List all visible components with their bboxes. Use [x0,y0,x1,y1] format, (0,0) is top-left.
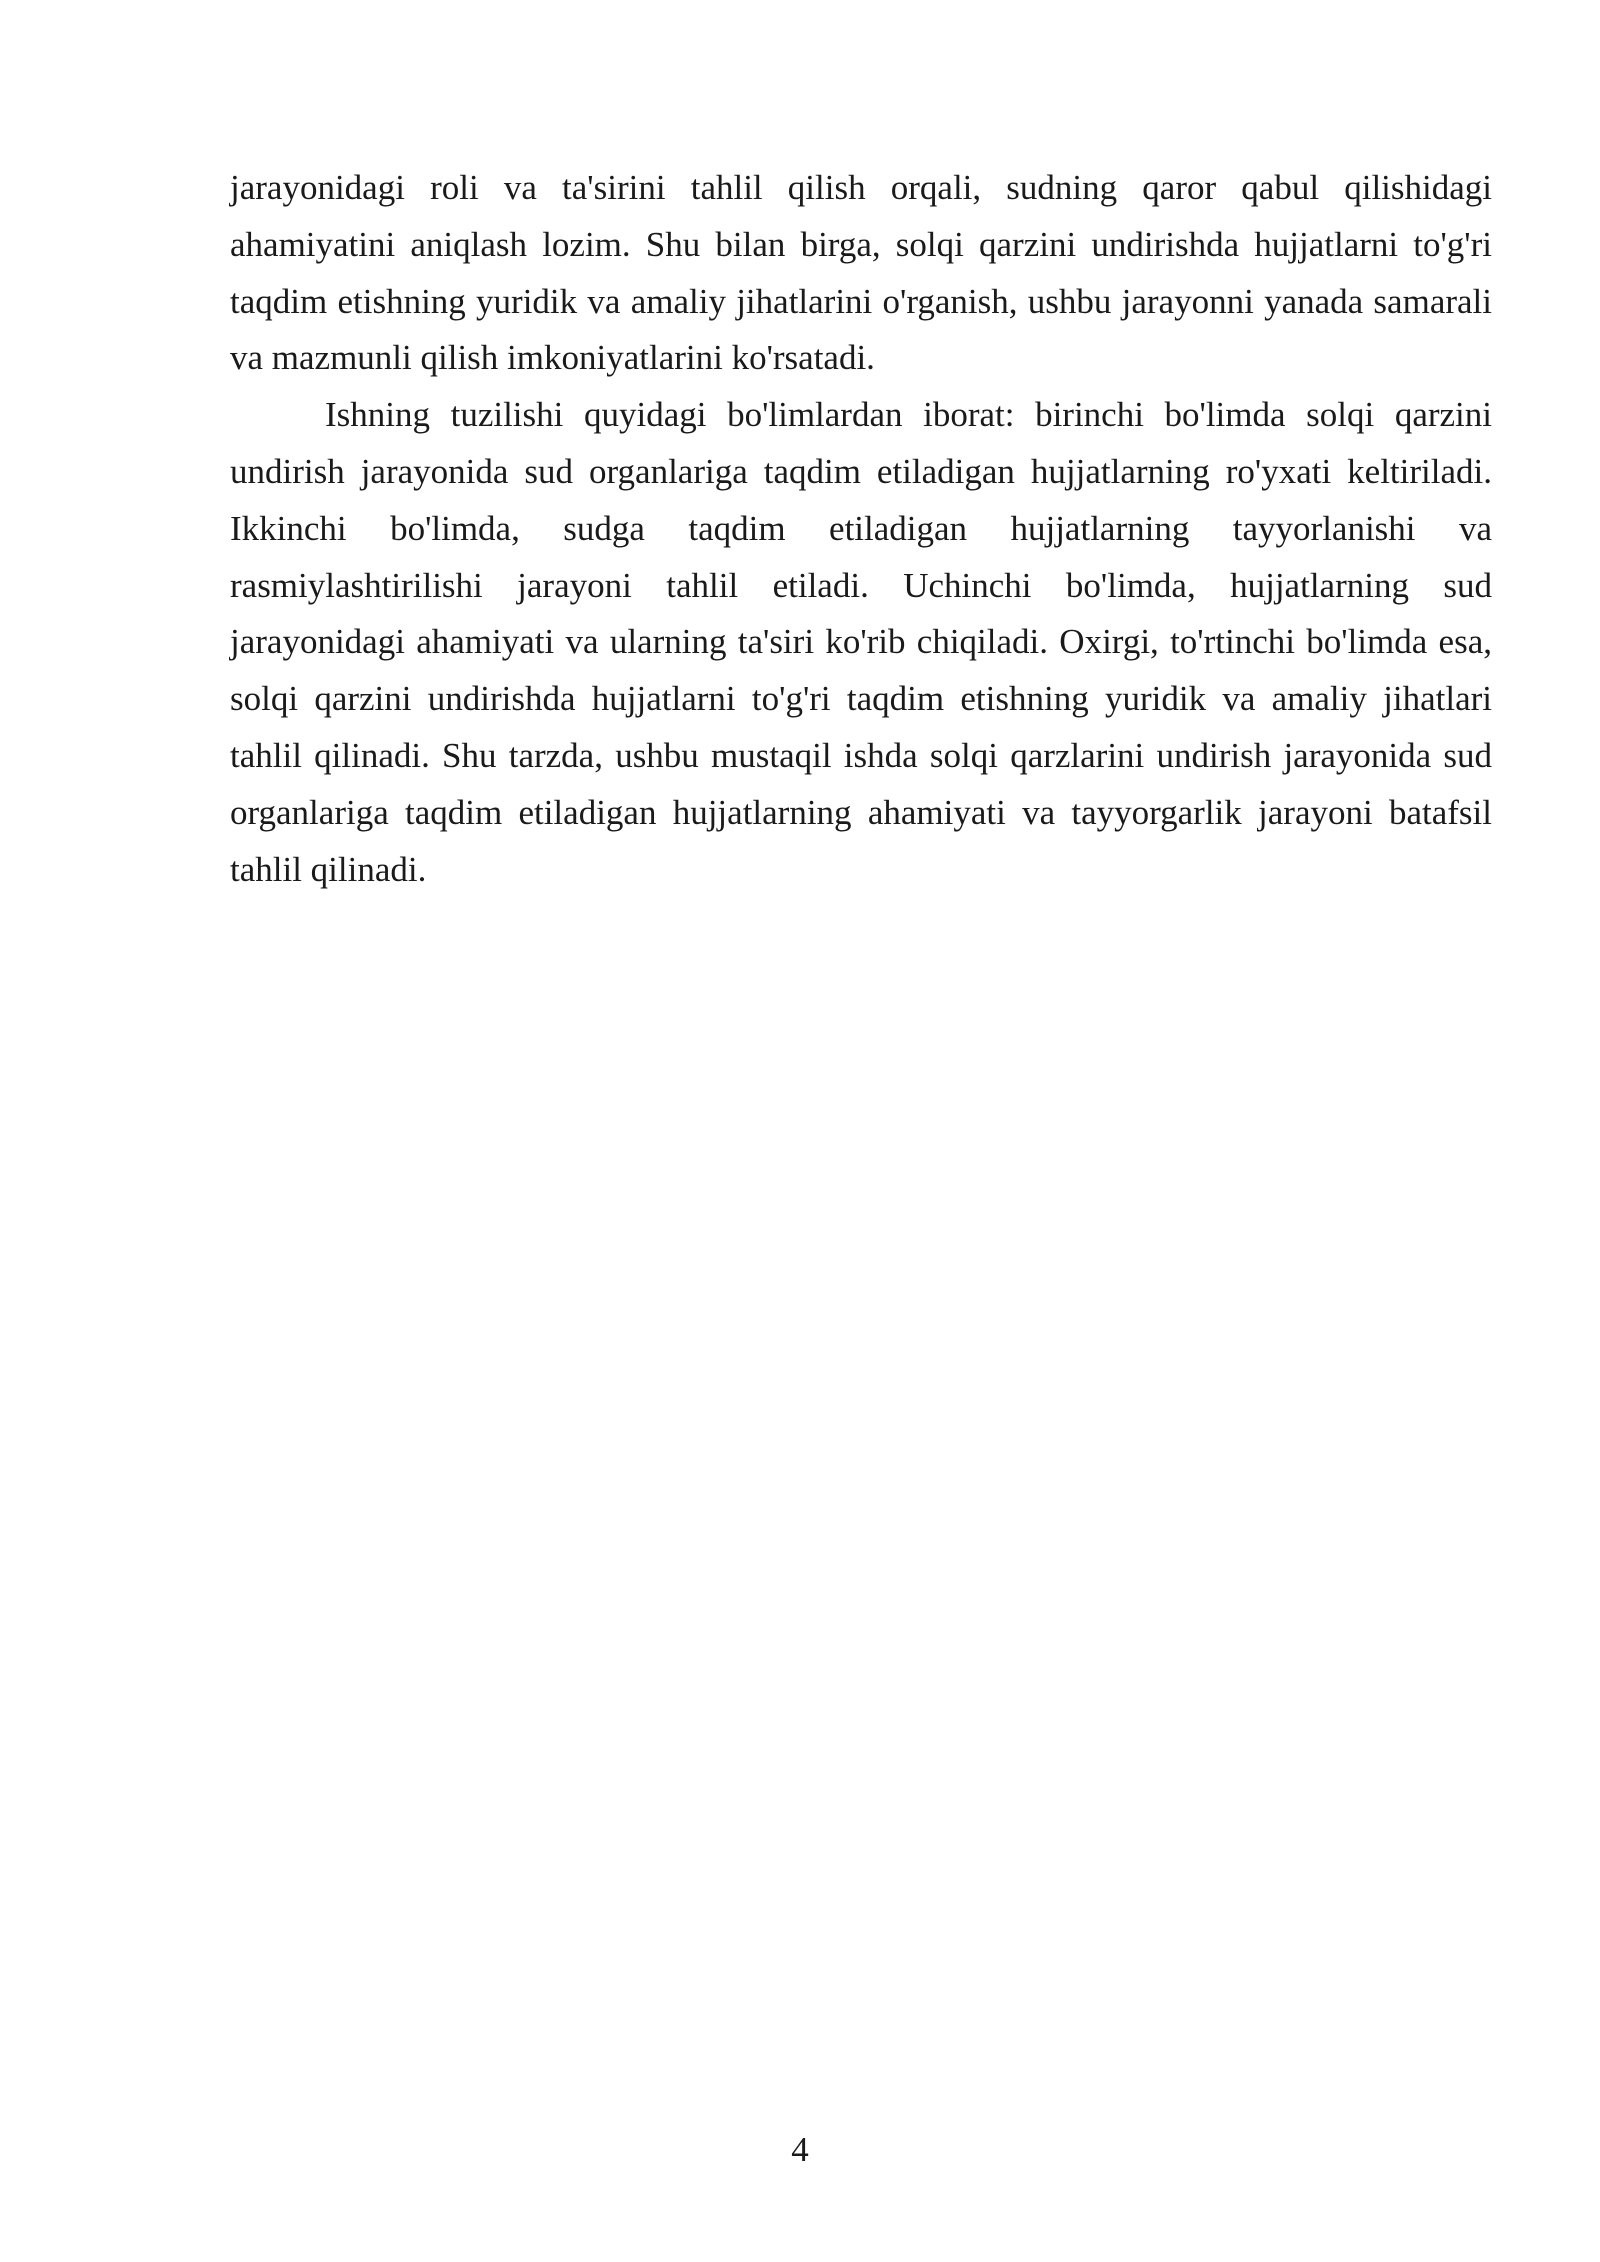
body-text [230,160,1492,898]
page-number: 4 [791,2130,809,2169]
paragraph-structure: Ishning tuzilishi quyidagi bo'limlardan iborat: birinchi bo'limda solqi qarzini undirish jarayonida sud organlariga taqdim etiladigan hujjatlarning ro'yxati keltiriladi. Ikkinchi bo'limda, sudga taqdim etiladigan hujjatlarning tayyorlanishi va rasmiylashtirilishi jarayoni tahlil etiladi. Uchinchi bo'limda, hujjatlarning sud jarayonidagi ahamiyati va ularning ta'siri ko'rib chiqiladi. Oxirgi, to'rtinchi bo'limda esa, solqi qarzini undirishda hujjatlarni to'g'ri taqdim etishning yuridik va amaliy jihatlari tahlil qilinadi. Shu tarzda, ushbu mustaqil ishda solqi qarzlarini undirish jarayonida sud organlariga taqdim etiladigan hujjatlarning ahamiyati va tayyorgarlik jarayoni batafsil tahlil qilinadi. [230,395,1492,889]
paragraph-continuation: jarayonidagi roli va ta'sirini tahlil qilish orqali, sudning qaror qabul qilishidagi ahamiyatini aniqlash lozim. Shu bilan birga, solqi qarzini undirishda hujjatlarni to'g'ri taqdim etishning yuridik va amaliy jihatlarini o'rganish, ushbu jarayonni yanada samarali va mazmunli qilish imkoniyatlarini ko'rsatadi. [230,168,1492,378]
